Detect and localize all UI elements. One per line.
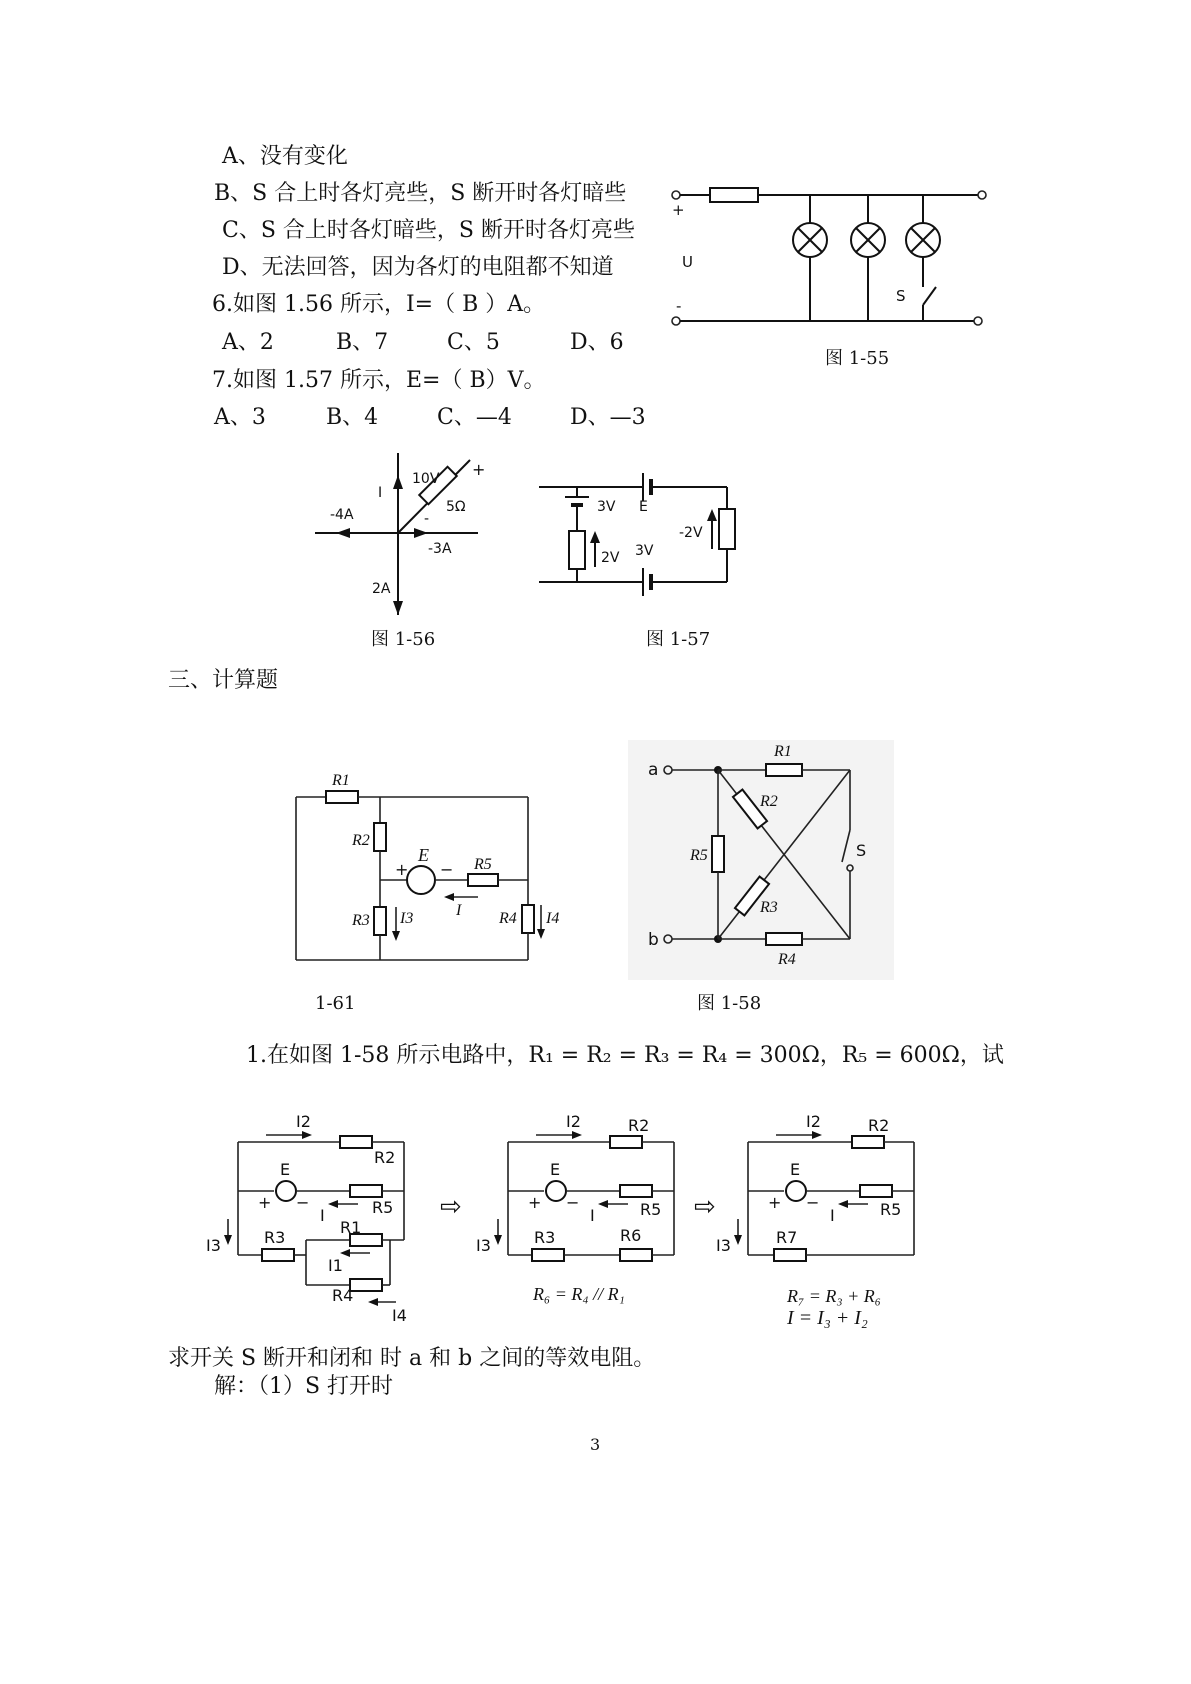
e-label: E xyxy=(639,499,648,515)
i-label: I xyxy=(378,485,383,501)
figure-1-55 xyxy=(660,175,1000,340)
minus-label: - xyxy=(676,297,682,315)
label-r5: R5 xyxy=(640,1200,662,1219)
r1-label: R1 xyxy=(332,772,350,789)
plus-label: + xyxy=(672,201,685,219)
resistor-r4 xyxy=(766,933,802,945)
label-plus: + xyxy=(528,1193,542,1212)
label-i3: I3 xyxy=(206,1236,221,1255)
arrow-up-icon xyxy=(707,509,717,521)
i3-label: I3 xyxy=(400,910,414,927)
label-r3: R3 xyxy=(534,1228,556,1247)
resistor-r5 xyxy=(712,836,724,872)
label-plus: + xyxy=(258,1193,272,1212)
r3-label: R3 xyxy=(760,899,778,916)
arrow-left-icon xyxy=(336,528,350,538)
question-6: 6.如图 1.56 所示，I=（ B ）A。 xyxy=(212,292,546,317)
label-minus: − xyxy=(566,1193,580,1212)
u-label: U xyxy=(682,253,693,271)
resistor-r1 xyxy=(766,764,802,776)
label-r5: R5 xyxy=(372,1198,394,1217)
switch-icon xyxy=(923,287,936,305)
resistor-r4 xyxy=(522,905,534,933)
option-5c: C、S 合上时各灯暗些，S 断开时各灯亮些 xyxy=(222,218,635,243)
label-r3: R3 xyxy=(264,1228,286,1247)
r2-label: R2 xyxy=(352,832,370,849)
arrow-down-icon xyxy=(537,929,545,939)
down-current-label: 2A xyxy=(372,581,391,597)
option-7a: A、3 xyxy=(214,405,266,430)
problem-1: 1.在如图 1-58 所示电路中，R₁ = R₂ = R₃ = R₄ = 300Ω，R₅ = 600Ω，试 xyxy=(246,1043,1004,1068)
v3b-label: 3V xyxy=(635,543,654,559)
label-i4: I4 xyxy=(392,1306,407,1325)
arrow-up-icon xyxy=(393,475,403,489)
option-6d: D、6 xyxy=(570,330,624,355)
circuit-step-3 xyxy=(734,1131,914,1261)
resistor xyxy=(710,188,758,202)
option-5b: B、S 合上时各灯亮些，S 断开时各灯暗些 xyxy=(214,181,627,206)
label-i1: I1 xyxy=(328,1256,343,1275)
figure-1-57 xyxy=(535,465,750,605)
option-7b: B、4 xyxy=(326,405,379,430)
section-heading: 三、计算题 xyxy=(168,668,279,693)
e-label: E xyxy=(418,845,429,865)
resistor-r1 xyxy=(326,791,358,803)
r4-label: R4 xyxy=(499,910,517,927)
label-i2: I2 xyxy=(566,1112,581,1131)
caption-1-61: 1-61 xyxy=(315,993,356,1014)
caption-1-56: 图 1-56 xyxy=(371,629,436,650)
page-number: 3 xyxy=(590,1435,601,1454)
option-6b: B、7 xyxy=(336,330,389,355)
plus-label: + xyxy=(395,860,409,879)
arrow-left-icon xyxy=(444,893,454,901)
r4-label: R4 xyxy=(778,951,796,968)
plus-label: + xyxy=(472,460,486,479)
label-r6: R6 xyxy=(620,1226,642,1245)
v3a-label: 3V xyxy=(597,499,616,515)
label-i: I xyxy=(320,1206,325,1225)
formula-i: I = I₃ + I₂ xyxy=(787,1307,868,1329)
vm2-label: -2V xyxy=(679,525,703,541)
label-r2: R2 xyxy=(628,1116,650,1135)
terminal-bottom-right xyxy=(974,317,982,325)
r3-label: R3 xyxy=(352,912,370,929)
option-7d: D、—3 xyxy=(570,405,646,430)
r5-label: R5 xyxy=(474,856,492,873)
option-7c: C、—4 xyxy=(437,405,512,430)
solution-start: 解：（1）S 打开时 xyxy=(214,1374,394,1399)
arrow-up-icon xyxy=(590,531,600,543)
option-6a: A、2 xyxy=(222,330,274,355)
minus-label: − xyxy=(440,860,454,879)
figure-1-61 xyxy=(290,765,570,975)
label-e: E xyxy=(550,1160,561,1179)
formula-r6: R₆ = R₄ // R₁ xyxy=(533,1284,625,1304)
resistor-right xyxy=(719,509,735,549)
resistor-left xyxy=(569,531,585,569)
resistor-r5 xyxy=(468,874,498,886)
label-r2: R2 xyxy=(868,1116,890,1135)
v10-label: 10V xyxy=(412,471,440,487)
i-label: I xyxy=(456,902,462,919)
double-arrow-icon: ⇨ xyxy=(694,1192,716,1222)
label-e: E xyxy=(790,1160,801,1179)
label-minus: − xyxy=(296,1193,310,1212)
label-i: I xyxy=(830,1206,835,1225)
option-5d: D、无法回答，因为各灯的电阻都不知道 xyxy=(222,255,614,280)
s-label: S xyxy=(856,841,867,860)
terminal-bottom-left xyxy=(672,317,680,325)
caption-1-57: 图 1-57 xyxy=(646,629,711,650)
r-label: 5Ω xyxy=(446,499,466,515)
label-i3: I3 xyxy=(716,1236,731,1255)
label-r2: R2 xyxy=(374,1148,396,1167)
label-e: E xyxy=(280,1160,291,1179)
circuit-step-2 xyxy=(494,1131,674,1261)
left-current-label: -4A xyxy=(330,507,354,523)
terminal-top-left xyxy=(672,191,680,199)
terminal-top-right xyxy=(978,191,986,199)
formula-r7: R₇ = R₃ + R₆ xyxy=(787,1286,882,1306)
label-i: I xyxy=(590,1206,595,1225)
label-r1: R1 xyxy=(340,1218,362,1237)
label-r5: R5 xyxy=(880,1200,902,1219)
r2-label: R2 xyxy=(760,793,778,810)
double-arrow-icon: ⇨ xyxy=(440,1192,462,1222)
right-current-label: -3A xyxy=(428,541,452,557)
resistor-r3 xyxy=(374,907,386,935)
b-label: b xyxy=(648,930,659,950)
i4-label: I4 xyxy=(546,910,560,927)
resistor-r2 xyxy=(374,823,386,851)
caption-1-55: 图 1-55 xyxy=(825,348,890,369)
label-r7: R7 xyxy=(776,1228,798,1247)
label-r4: R4 xyxy=(332,1286,354,1305)
caption-1-58: 图 1-58 xyxy=(697,993,762,1014)
label-i3: I3 xyxy=(476,1236,491,1255)
source-e-icon xyxy=(407,866,435,894)
switch-label: S xyxy=(896,287,906,305)
arrow-right-icon xyxy=(414,528,428,538)
label-minus: − xyxy=(806,1193,820,1212)
question-end: 求开关 S 断开和闭和 时 a 和 b 之间的等效电阻。 xyxy=(168,1346,656,1371)
v2-label: 2V xyxy=(601,550,620,566)
label-plus: + xyxy=(768,1193,782,1212)
label-i2: I2 xyxy=(296,1112,311,1131)
a-label: a xyxy=(648,760,659,780)
option-6c: C、5 xyxy=(447,330,500,355)
r1-label: R1 xyxy=(774,743,792,760)
arrow-down-icon xyxy=(393,601,403,615)
figure-1-56 xyxy=(310,445,510,620)
label-i2: I2 xyxy=(806,1112,821,1131)
minus-label: - xyxy=(424,511,430,527)
r5-label: R5 xyxy=(690,847,708,864)
figure-1-58 xyxy=(628,740,894,980)
question-7: 7.如图 1.57 所示，E=（ B）V。 xyxy=(212,368,546,393)
arrow-down-icon xyxy=(392,931,400,941)
option-5a: A、没有变化 xyxy=(222,144,348,169)
